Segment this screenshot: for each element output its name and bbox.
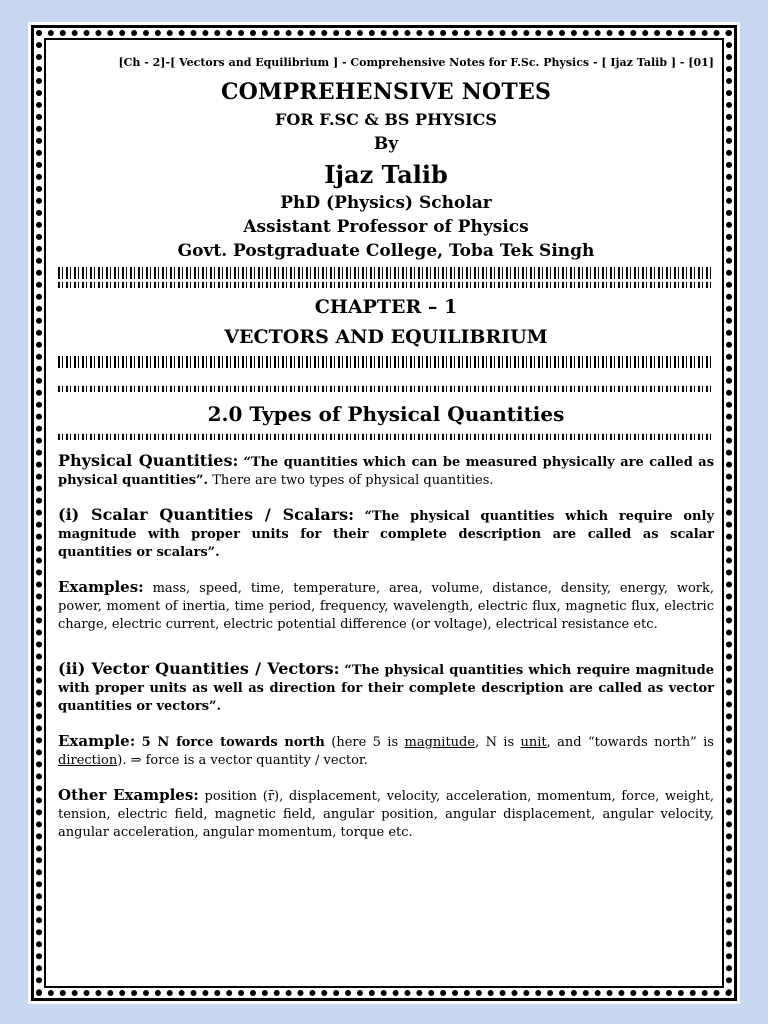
document-subtitle: FOR F.SC & BS PHYSICS (275, 110, 497, 129)
document-content (58, 54, 714, 984)
ornament-divider (58, 434, 714, 440)
section-title: 2.0 Types of Physical Quantities (207, 402, 565, 426)
physical-quantities-paragraph (58, 452, 714, 490)
ornament-divider (58, 282, 714, 288)
vectors-definition: “The physical quantities which require magnitude with proper units as well as direction for their complete description are called as vector quantities or vectors”. (58, 663, 714, 714)
scalars-examples-label: Examples: (58, 578, 144, 596)
author-position: Assistant Professor of Physics (243, 217, 529, 237)
vectors-example-paragraph (58, 732, 714, 770)
scalars-term: (i) Scalar Quantities / Scalars: (58, 505, 355, 524)
physical-quantities-definition: “The quantities which can be measured physically are called as physical quantities”. (58, 455, 715, 488)
ornament-divider (58, 386, 714, 392)
scalars-examples: mass, speed, time, temperature, area, volume, distance, density, energy, work, power, moment of inertia, time period, frequency, wavelength, electric flux, magnetic flux, electric charge, electric current, electric potential difference (or voltage), electrical resistance etc. (58, 581, 715, 632)
ornament-divider (58, 267, 714, 279)
scalars-paragraph (58, 506, 714, 562)
title-block (58, 79, 714, 261)
document-title: COMPREHENSIVE NOTES (220, 79, 552, 105)
chapter-name: VECTORS AND EQUILIBRIUM (224, 326, 548, 348)
vectors-example-part3: , and “towards north” is (546, 735, 714, 750)
ornament-divider (58, 356, 714, 368)
author-college: Govt. Postgraduate College, Toba Tek Singh (177, 241, 595, 261)
vectors-example-magnitude: magnitude (404, 735, 476, 750)
scalars-examples-paragraph (58, 578, 714, 634)
vectors-other-examples: position (r̄), displacement, velocity, acceleration, momentum, force, weight, tension, electric field, magnetic field, angular position, angular displacement, angular velocity, angular acceleration, angular momentum, torque etc. (58, 789, 715, 840)
vectors-example-part4: ). ⇒ force is a vector quantity / vector. (117, 753, 368, 768)
vectors-other-examples-paragraph (58, 786, 714, 842)
vectors-paragraph (58, 660, 714, 716)
physical-quantities-term: Physical Quantities: (58, 451, 239, 470)
vectors-example-direction: direction (58, 753, 118, 768)
vectors-example-bold: 5 N force towards north (141, 735, 325, 750)
by-line: By (373, 134, 399, 154)
author-name: Ijaz Talib (324, 160, 448, 189)
vectors-example-part2: , N is (475, 735, 515, 750)
vectors-example-label: Example: (58, 732, 136, 750)
vectors-example-part1: (here 5 is (331, 735, 399, 750)
scalars-definition: “The physical quantities which require only magnitude with proper units for their complete description are called as scalar quantities or scalars”. (58, 509, 715, 560)
running-head: [Ch - 2]-[ Vectors and Equilibrium ] - Comprehensive Notes for F.Sc. Physics - [ Ijaz Talib ] - [01] (118, 56, 714, 69)
vectors-example-unit: unit (520, 735, 547, 750)
vectors-other-examples-label: Other Examples: (58, 786, 199, 804)
physical-quantities-note: There are two types of physical quantities. (212, 473, 494, 488)
chapter-number: CHAPTER – 1 (314, 296, 458, 318)
author-degree: PhD (Physics) Scholar (280, 193, 492, 213)
vectors-term: (ii) Vector Quantities / Vectors: (58, 659, 340, 678)
